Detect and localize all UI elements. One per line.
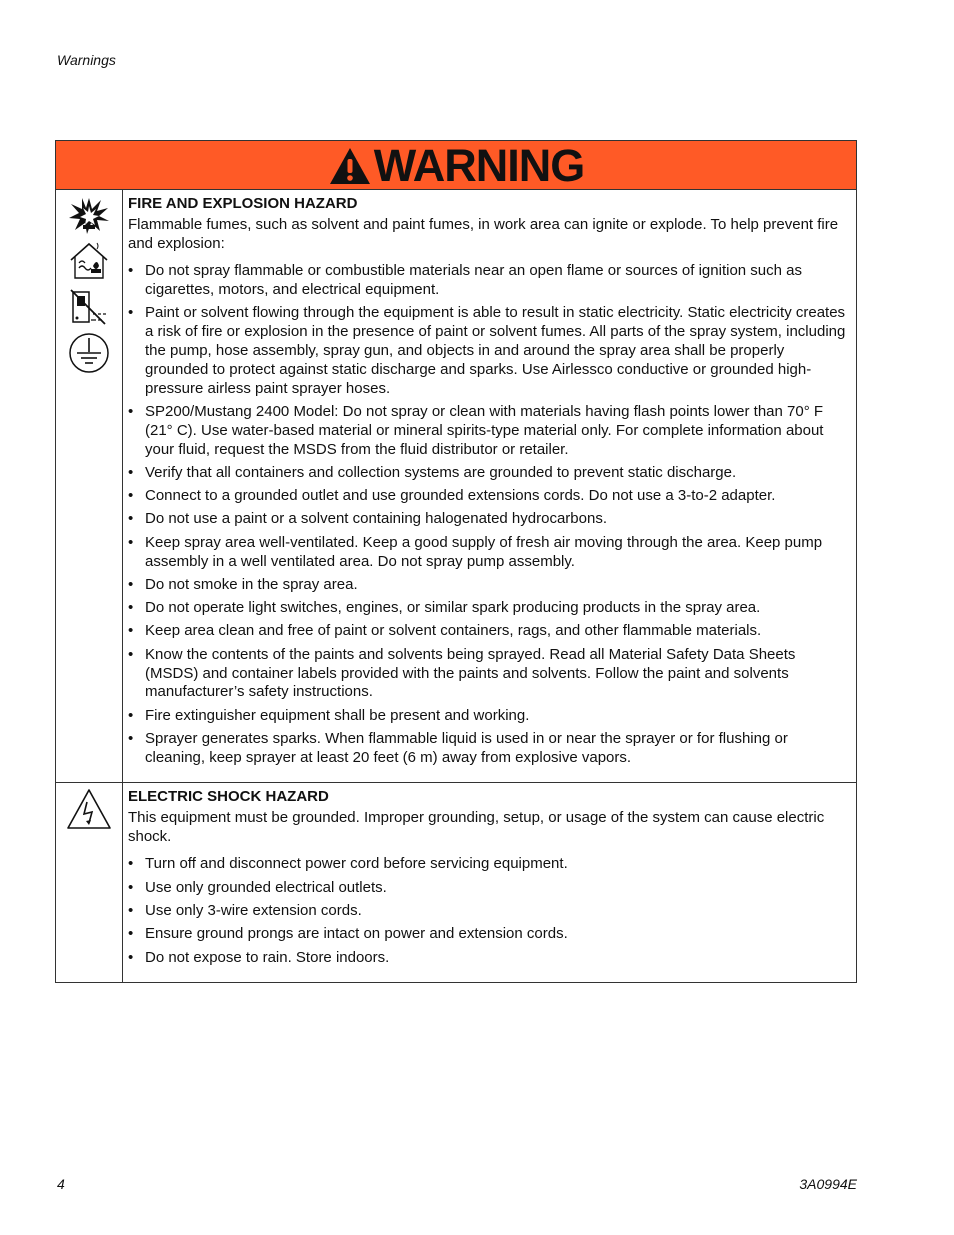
hazard-bullet: • Ensure ground prongs are intact on power and extension cords.: [128, 925, 848, 944]
hazard-bullet: • Connect to a grounded outlet and use grounded extensions cords. Do not use a 3-to-2 adapter.: [128, 487, 848, 506]
explosion-icon: [67, 194, 111, 236]
hazard-bullet: • Turn off and disconnect power cord before servicing equipment.: [128, 855, 848, 874]
ground-icon: [67, 332, 111, 374]
hazard-bullet: • Use only grounded electrical outlets.: [128, 879, 848, 898]
hazard-bullet: • Fire extinguisher equipment shall be present and working.: [128, 707, 848, 726]
hazard-intro: This equipment must be grounded. Improper grounding, setup, or usage of the system can cause electric shock.: [128, 808, 825, 845]
hazard-bullet: • Do not spray flammable or combustible materials near an open flame or sources of ignition such as cigarettes, motors, and electrical equipment.: [128, 262, 848, 300]
shock-hazard-body: [123, 783, 856, 982]
hazard-bullet: • Keep spray area well-ventilated. Keep a good supply of fresh air moving through the area. Keep pump assembly in a well ventilated area. Do not spray pump assembly.: [128, 534, 848, 572]
document-code: 3A0994E: [799, 1176, 857, 1192]
warning-header: [56, 141, 856, 190]
fire-hazard-body: [123, 190, 856, 782]
warning-box: [55, 140, 857, 983]
hazard-bullet: • Do not expose to rain. Store indoors.: [128, 949, 848, 968]
hazard-bullet: • SP200/Mustang 2400 Model: Do not spray or clean with materials having flash points lower than 70° F (21° C). Use water-based material or mineral spirits-type material only. For complete information about your fluid, request the MSDS from the fluid distributor or retailer.: [128, 403, 848, 459]
electric-shock-hazard: [56, 783, 856, 982]
hazard-bullet: • Do not use a paint or a solvent containing halogenated hydrocarbons.: [128, 510, 848, 529]
hazard-title: FIRE AND EXPLOSION HAZARD: [128, 195, 358, 212]
hazard-bullet: • Use only 3-wire extension cords.: [128, 902, 848, 921]
hazard-title: ELECTRIC SHOCK HAZARD: [128, 788, 329, 806]
running-head: Warnings: [57, 52, 116, 68]
hazard-bullet: • Keep area clean and free of paint or solvent containers, rags, and other flammable materials.: [128, 622, 848, 641]
page-number: 4: [57, 1176, 65, 1192]
hazard-bullet: • Know the contents of the paints and solvents being sprayed. Read all Material Safety Data Sheets (MSDS) and container labels provided with the paints and solvents. Follow the paint and solvents manufacturer’s safety instructions.: [128, 646, 848, 702]
hazard-bullet-list: [128, 855, 848, 967]
hazard-bullet: • Verify that all containers and collection systems are grounded to prevent static discharge.: [128, 464, 848, 483]
electric-shock-icon: [65, 787, 113, 831]
fire-explosion-hazard: [56, 190, 856, 783]
fumes-fire-icon: [67, 240, 111, 282]
hazard-intro: Flammable fumes, such as solvent and paint fumes, in work area can ignite or explode. To help prevent fire and explosion:: [128, 215, 839, 252]
hazard-bullet: • Sprayer generates sparks. When flammable liquid is used in or near the sprayer or for flushing or cleaning, keep sprayer at least 20 feet (6 m) away from explosive vapors.: [128, 730, 848, 768]
fire-hazard-icons: [56, 190, 123, 782]
hazard-bullet: • Do not operate light switches, engines, or similar spark producing products in the spray area.: [128, 599, 848, 618]
shock-hazard-icons: [56, 783, 123, 982]
hazard-bullet: • Do not smoke in the spray area.: [128, 576, 848, 595]
hazard-bullet-list: [128, 262, 848, 767]
hazard-bullet: • Paint or solvent flowing through the equipment is able to result in static electricity. Static electricity creates a risk of fire or explosion in the presence of paint or solvent fumes. All parts of the spray system, including the pump, hose assembly, spray gun, and objects in and around the spray area shall be properly grounded to protect against static discharge and sparks. Use Airlessco conductive or grounded high-pressure airless paint sprayer hoses.: [128, 304, 848, 398]
warning-triangle-icon: [328, 146, 372, 186]
no-spray-icon: [67, 286, 111, 328]
warning-title: WARNING: [373, 139, 585, 191]
